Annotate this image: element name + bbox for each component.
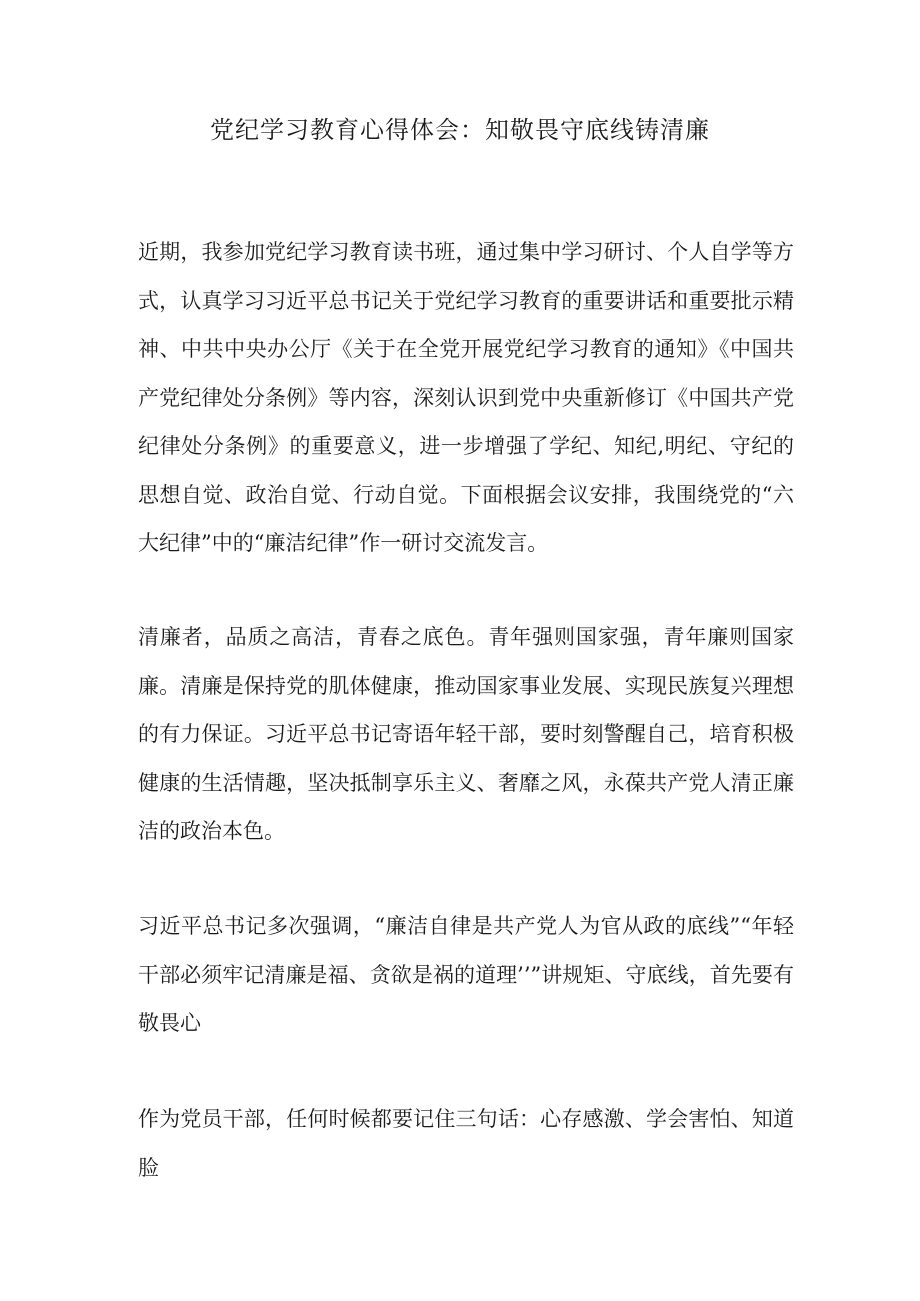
paragraph-4: 作为党员干部，任何时候都要记住三句话：心存感激、学会害怕、知道脸 [138,1107,794,1180]
document-title: 党纪学习教育心得体会：知敬畏守底线铸清廉 [210,116,710,144]
paragraph-1: 近期，我参加党纪学习教育读书班，通过集中学习研讨、个人自学等方式，认真学习习近平总书记关于党纪学习教育的重要讲话和重要批示精神、中共中央办公厅《关于在全党开展党纪学习教育的通知》《中国共产党纪律处分条例》等内容，深刻认识到党中央重新修订《中国共产党纪律处分条例》的重要意义，进一步增强了学纪、知纪,明纪、守纪的思想自觉、政治自觉、行动自觉。下面根据会议安排，我围绕党的“六大纪律”中的“廉洁纪律”作一研讨交流发言。 [138,240,794,555]
paragraph-3: 习近平总书记多次强调，“廉洁自律是共产党人为官从政的底线”“年轻干部必须牢记清廉是福、贪欲是祸的道理’’”讲规矩、守底线，首先要有敬畏心 [138,914,794,1035]
paragraph-2: 清廉者，品质之高洁，青春之底色。青年强则国家强，青年廉则国家廉。清廉是保持党的肌体健康，推动国家事业发展、实现民族复兴理想的有力保证。习近平总书记寄语年轻干部，要时刻警醒自己，培育积极健康的生活情趣，坚决抵制享乐主义、奢靡之风，永葆共产党人清正廉洁的政治本色。 [138,625,794,843]
